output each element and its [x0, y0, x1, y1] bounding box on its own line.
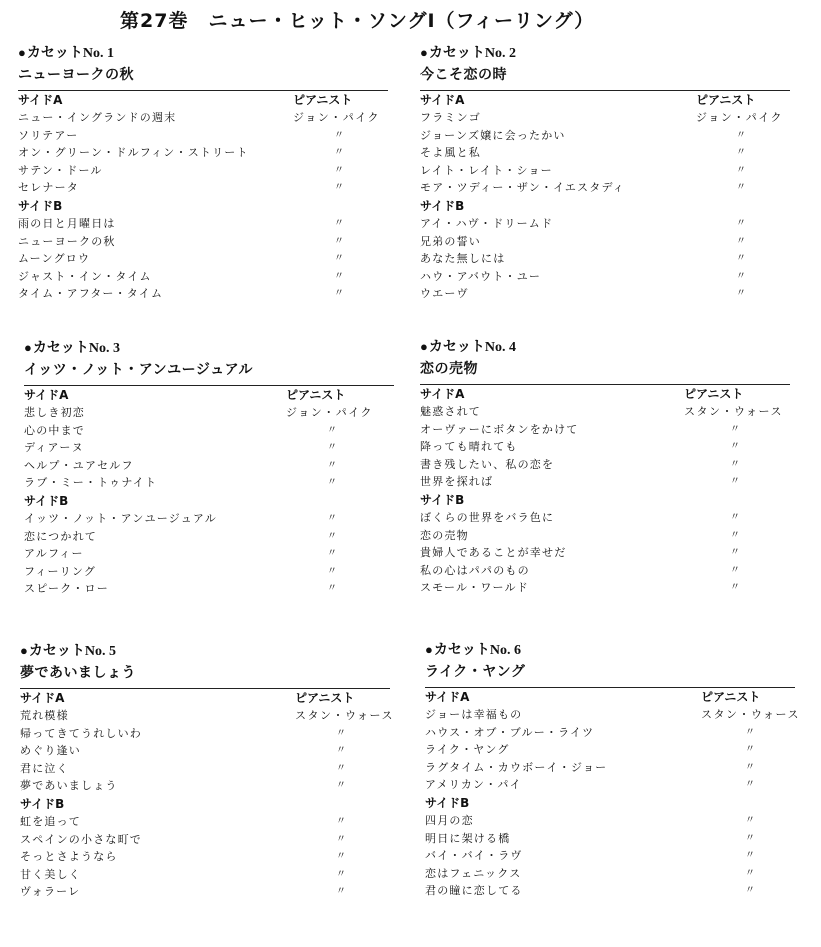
track-title: ウエーヴ — [420, 287, 469, 301]
side-heading — [24, 492, 404, 510]
ditto-mark: 〃 — [745, 885, 757, 897]
pianist-name: スタン・ウォース — [701, 708, 801, 721]
ditto-mark: 〃 — [730, 547, 742, 559]
album-title: 夢であいましょう — [20, 665, 136, 681]
ditto-mark: 〃 — [334, 235, 346, 247]
ditto-mark: 〃 — [730, 476, 742, 488]
track-title: めぐり逢い — [20, 744, 81, 758]
pianist-name: ジョン・パイク — [696, 111, 784, 124]
pianist-name: スタン・ウォース — [684, 405, 784, 418]
track-row — [425, 759, 805, 777]
track-title: 恋につかれて — [24, 529, 97, 543]
track-row — [425, 776, 805, 794]
track-title: 貴婦人であることが幸せだ — [420, 546, 567, 560]
track-row — [20, 742, 400, 760]
track-title: ヘルプ・ユアセルフ — [24, 458, 134, 472]
track-row — [420, 233, 800, 251]
ditto-mark: 〃 — [736, 182, 748, 194]
track-title: ラグタイム・カウボーイ・ジョー — [425, 760, 608, 774]
track-row — [20, 813, 400, 831]
cassette-block — [24, 339, 404, 598]
track-title: そっとさようなら — [20, 850, 118, 864]
track-title: オン・グリーン・ドルフィン・ストリート — [18, 146, 249, 160]
track-title: ソリテアー — [18, 128, 79, 142]
ditto-mark: 〃 — [334, 129, 346, 141]
track-row — [425, 865, 805, 883]
track-title: 世界を探れば — [420, 475, 494, 489]
track-title: オーヴァーにボタンをかけて — [420, 422, 579, 436]
track-title: 雨の日と月曜日は — [18, 216, 116, 230]
track-row — [24, 545, 404, 563]
pianist-header: ピアニスト — [286, 388, 346, 402]
ditto-mark: 〃 — [745, 867, 757, 879]
pianist-name: ジョン・パイク — [286, 406, 374, 419]
side-name: サイドA — [420, 387, 465, 401]
ditto-mark: 〃 — [730, 441, 742, 453]
album-title: 恋の売物 — [420, 361, 478, 377]
ditto-mark: 〃 — [327, 442, 339, 454]
track-row — [18, 233, 398, 251]
ditto-mark: 〃 — [336, 762, 348, 774]
ditto-mark: 〃 — [730, 423, 742, 435]
track-row — [24, 474, 404, 492]
album-title: ニューヨークの秋 — [18, 67, 134, 83]
track-title: ライク・ヤング — [425, 743, 510, 757]
side-name: サイドA — [18, 93, 63, 107]
ditto-mark: 〃 — [334, 164, 346, 176]
track-title: 降っても晴れても — [420, 440, 518, 454]
track-row — [420, 421, 800, 439]
track-title: あなた無しには — [420, 252, 506, 266]
track-row — [18, 285, 398, 303]
ditto-mark: 〃 — [730, 511, 742, 523]
side-heading — [20, 795, 400, 813]
ditto-mark: 〃 — [334, 288, 346, 300]
side-name: サイドA — [24, 388, 69, 402]
track-title: 帰ってきてうれしいわ — [20, 726, 142, 740]
bullet-icon: ● — [420, 339, 428, 354]
ditto-mark: 〃 — [336, 851, 348, 863]
ditto-mark: 〃 — [736, 235, 748, 247]
cassette-block — [425, 641, 805, 900]
track-title: 悲しき初恋 — [24, 406, 85, 419]
ditto-mark: 〃 — [736, 217, 748, 229]
track-title: ジャスト・イン・タイム — [18, 269, 152, 283]
track-title: バイ・バイ・ラヴ — [425, 849, 523, 863]
track-row — [420, 544, 800, 562]
track-title: 君に泣く — [20, 761, 69, 775]
ditto-mark: 〃 — [336, 868, 348, 880]
track-title: 明日に架ける橋 — [425, 831, 511, 845]
track-row — [420, 109, 800, 127]
track-title: 四月の恋 — [425, 813, 474, 827]
track-title: サテン・ドール — [18, 163, 103, 177]
ditto-mark: 〃 — [327, 459, 339, 471]
side-name: サイドA — [425, 690, 470, 704]
ditto-mark: 〃 — [736, 129, 748, 141]
ditto-mark: 〃 — [334, 217, 346, 229]
bullet-icon: ● — [20, 643, 28, 658]
track-title: 兄弟の誓い — [420, 234, 481, 248]
bullet-icon: ● — [425, 642, 433, 657]
track-title: タイム・アフター・タイム — [18, 287, 164, 301]
track-row — [24, 457, 404, 475]
track-row — [420, 162, 800, 180]
track-title: ジョーンズ嬢に会ったかい — [420, 128, 566, 142]
cassette-label — [24, 339, 404, 357]
track-title: ヴォラーレ — [20, 885, 81, 899]
track-title: アメリカン・パイ — [425, 778, 522, 792]
track-title: アルフィー — [24, 547, 84, 561]
cassette-block — [18, 44, 398, 303]
side-heading — [20, 689, 400, 707]
side-heading — [420, 491, 800, 509]
track-title: 君の瞳に恋してる — [425, 884, 523, 898]
ditto-mark: 〃 — [327, 548, 339, 560]
track-row — [18, 250, 398, 268]
ditto-mark: 〃 — [745, 761, 757, 773]
track-title: フラミンゴ — [420, 111, 481, 124]
track-row — [18, 162, 398, 180]
cassette-label — [420, 44, 800, 62]
track-title: 私の心はパパのもの — [420, 563, 530, 577]
track-row — [420, 562, 800, 580]
side-name: サイドB — [420, 198, 465, 213]
track-row — [20, 777, 400, 795]
track-row — [425, 830, 805, 848]
track-row — [425, 706, 805, 724]
side-name: サイドB — [420, 492, 465, 507]
track-title: ハウス・オブ・ブルー・ライツ — [425, 725, 595, 739]
track-row — [24, 404, 404, 422]
track-row — [24, 580, 404, 598]
ditto-mark: 〃 — [745, 832, 757, 844]
track-title: ニュー・イングランドの週末 — [18, 111, 177, 124]
track-title: モア・ツディー・ザン・イエスタディ — [420, 181, 625, 195]
track-row — [420, 527, 800, 545]
track-title: ハウ・アバウト・ユー — [420, 269, 542, 283]
cassette-number: カセットNo. 2 — [428, 46, 516, 61]
track-title: スピーク・ロー — [24, 582, 109, 596]
track-row — [420, 285, 800, 303]
side-heading — [420, 385, 800, 403]
track-title: フィーリング — [24, 564, 97, 578]
track-row — [24, 510, 404, 528]
ditto-mark: 〃 — [334, 270, 346, 282]
track-row — [420, 456, 800, 474]
track-title: 魅惑されて — [420, 405, 481, 418]
track-row — [24, 422, 404, 440]
ditto-mark: 〃 — [736, 147, 748, 159]
track-title: アイ・ハヴ・ドリームド — [420, 216, 554, 230]
track-title: レイト・レイト・ショー — [420, 163, 553, 177]
track-title: 書き残したい、私の恋を — [420, 457, 555, 471]
ditto-mark: 〃 — [736, 164, 748, 176]
track-row — [18, 268, 398, 286]
cassette-number: カセットNo. 1 — [26, 46, 114, 61]
side-heading — [420, 197, 800, 215]
side-name: サイドB — [18, 198, 63, 213]
track-row — [18, 109, 398, 127]
track-row — [20, 848, 400, 866]
track-row — [20, 725, 400, 743]
track-title: スモール・ワールド — [420, 581, 529, 595]
pianist-header: ピアニスト — [295, 691, 355, 705]
ditto-mark: 〃 — [745, 814, 757, 826]
track-row — [20, 760, 400, 778]
track-title: ラブ・ミー・トゥナイト — [24, 476, 158, 490]
cassette-label — [425, 641, 805, 659]
bullet-icon: ● — [24, 340, 32, 355]
cassette-number: カセットNo. 6 — [433, 643, 521, 658]
track-title: ぼくらの世界をバラ色に — [420, 510, 555, 524]
ditto-mark: 〃 — [736, 270, 748, 282]
cassette-block — [420, 44, 800, 303]
cassette-number: カセットNo. 3 — [32, 341, 120, 356]
pianist-name: スタン・ウォース — [295, 709, 395, 722]
track-row — [20, 707, 400, 725]
album-title: イッツ・ノット・アンユージュアル — [24, 362, 254, 378]
track-row — [425, 724, 805, 742]
ditto-mark: 〃 — [334, 182, 346, 194]
track-title: 恋はフェニックス — [425, 866, 522, 880]
track-title: 夢であいましょう — [20, 779, 118, 793]
side-heading — [18, 91, 398, 109]
ditto-mark: 〃 — [334, 147, 346, 159]
track-title: 甘く美しく — [20, 867, 81, 881]
cassette-label — [20, 642, 400, 660]
track-row — [20, 866, 400, 884]
track-row — [18, 127, 398, 145]
ditto-mark: 〃 — [327, 424, 339, 436]
cassette-number: カセットNo. 5 — [28, 644, 116, 659]
ditto-mark: 〃 — [336, 886, 348, 898]
track-row — [24, 439, 404, 457]
side-name: サイドB — [24, 493, 69, 508]
track-row — [420, 473, 800, 491]
track-row — [420, 268, 800, 286]
ditto-mark: 〃 — [730, 458, 742, 470]
side-name: サイドA — [420, 93, 465, 107]
track-title: そよ風と私 — [420, 146, 481, 160]
track-title: セレナータ — [18, 181, 79, 195]
ditto-mark: 〃 — [736, 253, 748, 265]
track-title: 荒れ模様 — [20, 709, 69, 722]
track-row — [20, 831, 400, 849]
track-title: ディアーヌ — [24, 441, 84, 455]
ditto-mark: 〃 — [745, 779, 757, 791]
track-row — [420, 127, 800, 145]
track-title: 恋の売物 — [420, 528, 469, 542]
pianist-header: ピアニスト — [696, 93, 756, 107]
cassette-label — [420, 338, 800, 356]
track-title: イッツ・ノット・アンユージュアル — [24, 511, 217, 525]
track-row — [420, 579, 800, 597]
ditto-mark: 〃 — [736, 288, 748, 300]
track-title: ジョーは幸福もの — [425, 708, 523, 721]
track-row — [425, 741, 805, 759]
track-title: 心の中まで — [24, 423, 85, 437]
side-name: サイドB — [425, 795, 470, 810]
track-row — [18, 179, 398, 197]
side-heading — [420, 91, 800, 109]
track-title: 虹を追って — [20, 814, 81, 828]
side-name: サイドA — [20, 691, 65, 705]
ditto-mark: 〃 — [730, 529, 742, 541]
track-row — [420, 438, 800, 456]
cassette-block — [420, 338, 800, 597]
side-name: サイドB — [20, 796, 65, 811]
track-row — [24, 528, 404, 546]
track-row — [18, 215, 398, 233]
track-row — [24, 563, 404, 581]
ditto-mark: 〃 — [327, 530, 339, 542]
track-row — [420, 403, 800, 421]
ditto-mark: 〃 — [336, 780, 348, 792]
track-row — [420, 144, 800, 162]
ditto-mark: 〃 — [336, 727, 348, 739]
track-row — [425, 812, 805, 830]
album-title: 今こそ恋の時 — [420, 67, 507, 83]
track-title: ニューヨークの秋 — [18, 234, 116, 248]
ditto-mark: 〃 — [745, 744, 757, 756]
track-row — [420, 179, 800, 197]
ditto-mark: 〃 — [730, 582, 742, 594]
track-row — [425, 882, 805, 900]
ditto-mark: 〃 — [327, 583, 339, 595]
cassette-block — [20, 642, 400, 901]
side-heading — [18, 197, 398, 215]
track-row — [420, 215, 800, 233]
ditto-mark: 〃 — [327, 477, 339, 489]
cassette-number: カセットNo. 4 — [428, 340, 516, 355]
pianist-header: ピアニスト — [701, 690, 761, 704]
pianist-header: ピアニスト — [684, 387, 744, 401]
pianist-header: ピアニスト — [293, 93, 353, 107]
ditto-mark: 〃 — [730, 564, 742, 576]
track-row — [18, 144, 398, 162]
track-row — [425, 847, 805, 865]
bullet-icon: ● — [420, 45, 428, 60]
cassette-label — [18, 44, 398, 62]
page-title: 第27巻 ニュー・ヒット・ソングⅠ（フィーリング） — [120, 10, 595, 32]
ditto-mark: 〃 — [327, 512, 339, 524]
ditto-mark: 〃 — [336, 745, 348, 757]
ditto-mark: 〃 — [336, 833, 348, 845]
track-row — [420, 250, 800, 268]
pianist-name: ジョン・パイク — [293, 111, 381, 124]
side-heading — [425, 688, 805, 706]
ditto-mark: 〃 — [745, 850, 757, 862]
album-title: ライク・ヤング — [425, 664, 526, 680]
ditto-mark: 〃 — [334, 253, 346, 265]
track-title: スペインの小さな町で — [20, 832, 142, 846]
track-title: ムーングロウ — [18, 252, 91, 266]
ditto-mark: 〃 — [745, 726, 757, 738]
side-heading — [24, 386, 404, 404]
ditto-mark: 〃 — [327, 565, 339, 577]
track-row — [420, 509, 800, 527]
bullet-icon: ● — [18, 45, 26, 60]
side-heading — [425, 794, 805, 812]
track-row — [20, 883, 400, 901]
ditto-mark: 〃 — [336, 815, 348, 827]
